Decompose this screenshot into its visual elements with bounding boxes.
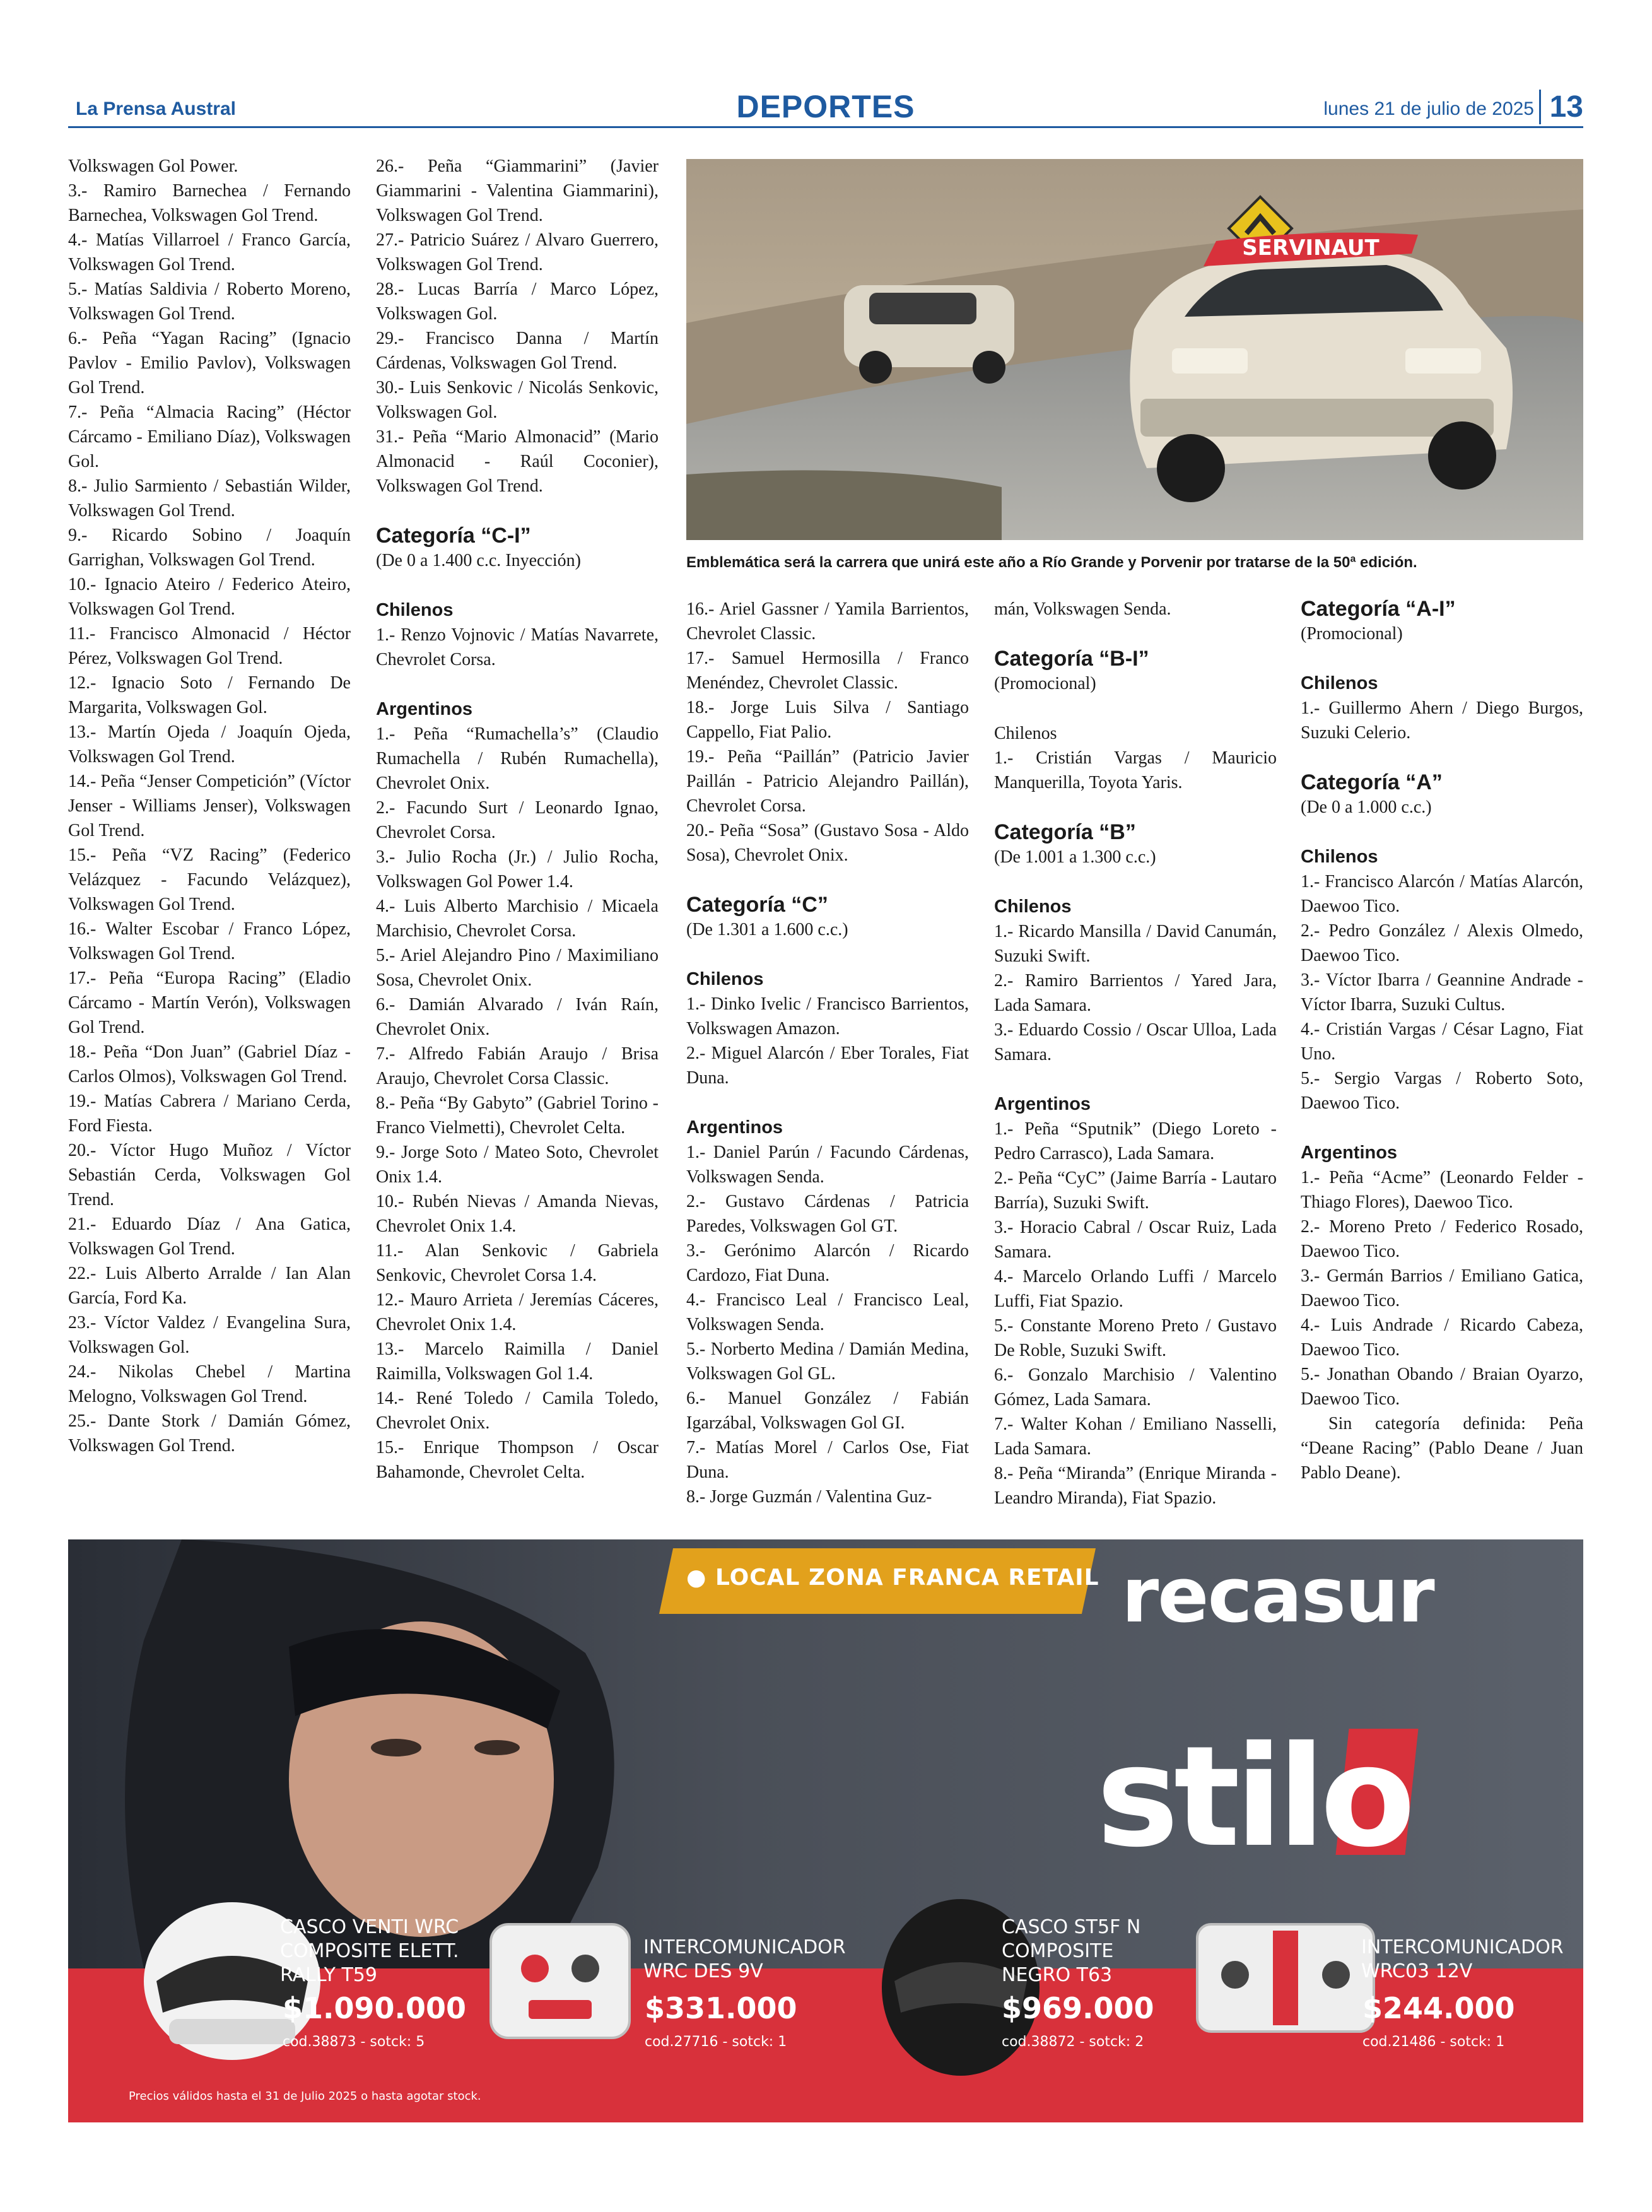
list-item: 6.- Manuel González / Fabián Igarzábal, Volkswagen Gol GI. bbox=[686, 1389, 969, 1433]
column-4 bbox=[994, 597, 1277, 1510]
list-item: 9.- Jorge Soto / Mateo Soto, Chevrolet Onix 1.4. bbox=[376, 1143, 659, 1187]
list-item: 2.- Pedro González / Alexis Olmedo, Daewoo Tico. bbox=[1301, 921, 1583, 965]
list-item: 8.- Peña “By Gabyto” (Gabriel Torino - Franco Vielmetti), Chevrolet Celta. bbox=[376, 1093, 659, 1138]
stilo-advertisement bbox=[68, 1539, 1583, 2122]
list-item: 13.- Marcelo Raimilla / Daniel Raimilla, Volkswagen Gol 1.4. bbox=[376, 1339, 659, 1384]
category-subheading: (De 1.001 a 1.300 c.c.) bbox=[994, 847, 1156, 867]
list-item: 4.- Francisco Leal / Francisco Leal, Volkswagen Senda. bbox=[686, 1290, 969, 1334]
group-label: Chilenos bbox=[994, 724, 1057, 743]
list-item: 7.- Matías Morel / Carlos Ose, Fiat Duna. bbox=[686, 1438, 969, 1482]
list-item: 22.- Luis Alberto Arralde / Ian Alan García, Ford Ka. bbox=[68, 1264, 351, 1308]
column-3 bbox=[686, 597, 969, 1509]
list-item: 17.- Peña “Europa Racing” (Eladio Cárcamo - Martín Verón), Volkswagen Gol Trend. bbox=[68, 968, 351, 1037]
list-item: 8.- Peña “Miranda” (Enrique Miranda - Leandro Miranda), Fiat Spazio. bbox=[994, 1464, 1277, 1508]
list-item: 4.- Matías Villarroel / Franco García, Volkswagen Gol Trend. bbox=[68, 230, 351, 274]
category-heading: Categoría “C” bbox=[686, 893, 828, 917]
list-item: 15.- Peña “VZ Racing” (Federico Velázquez - Facundo Velázquez), Volkswagen Gol Trend. bbox=[68, 845, 351, 914]
intercom-wrc03-icon bbox=[1191, 1918, 1380, 2038]
list-item: 18.- Peña “Don Juan” (Gabriel Díaz - Carlos Olmos), Volkswagen Gol Trend. bbox=[68, 1042, 351, 1086]
list-item: Volkswagen Gol Power. bbox=[68, 156, 238, 176]
product-4-price: $244.000 bbox=[1362, 1991, 1515, 2025]
intercom-device-icon bbox=[484, 1918, 636, 2044]
list-item: 5.- Ariel Alejandro Pino / Maximiliano Sosa, Chevrolet Onix. bbox=[376, 946, 659, 990]
list-item: 1.- Dinko Ivelic / Francisco Barrientos, Volkswagen Amazon. bbox=[686, 994, 969, 1038]
header-rule bbox=[68, 126, 1583, 128]
rally-photo bbox=[686, 159, 1583, 540]
list-item: 1.- Ricardo Mansilla / David Canumán, Suzuki Swift. bbox=[994, 922, 1277, 966]
category-heading: Categoría “A” bbox=[1301, 770, 1443, 794]
list-item: 2.- Peña “CyC” (Jaime Barría - Lautaro Barría), Suzuki Swift. bbox=[994, 1168, 1277, 1213]
list-item: 19.- Matías Cabrera / Mariano Cerda, Ford Fiesta. bbox=[68, 1091, 351, 1136]
list-item: 2.- Gustavo Cárdenas / Patricia Paredes, Volkswagen Gol GT. bbox=[686, 1192, 969, 1236]
list-item: 26.- Peña “Giammarini” (Javier Giammarini - Valentina Giammarini), Volkswagen Gol Trend. bbox=[376, 156, 659, 225]
list-item: 9.- Ricardo Sobino / Joaquín Garrighan, Volkswagen Gol Trend. bbox=[68, 526, 351, 570]
list-item: 20.- Víctor Hugo Muñoz / Víctor Sebastián Cerda, Volkswagen Gol Trend. bbox=[68, 1141, 351, 1209]
photo-caption: Emblemática será la carrera que unirá este año a Río Grande y Porvenir por tratarse de la 50ª edición. bbox=[686, 554, 1417, 571]
column-1 bbox=[68, 154, 351, 1458]
list-item: 3.- Germán Barrios / Emiliano Gatica, Daewoo Tico. bbox=[1301, 1266, 1583, 1310]
group-label: Chilenos bbox=[686, 969, 764, 989]
list-item: 15.- Enrique Thompson / Oscar Bahamonde, Chevrolet Celta. bbox=[376, 1438, 659, 1482]
product-2-price: $331.000 bbox=[645, 1991, 797, 2025]
list-item: 1.- Peña “Rumachella’s” (Claudio Rumachella / Rubén Rumachella), Chevrolet Onix. bbox=[376, 724, 659, 793]
list-item: 14.- René Toledo / Camila Toledo, Chevrolet Onix. bbox=[376, 1389, 659, 1433]
list-item: 2.- Facundo Surt / Leonardo Ignao, Chevrolet Corsa. bbox=[376, 798, 659, 842]
group-label: Chilenos bbox=[1301, 673, 1378, 693]
recasur-logo: recasur bbox=[1122, 1552, 1434, 1640]
product-2-code: cod.27716 - sotck: 1 bbox=[645, 2034, 787, 2050]
list-item: 12.- Ignacio Soto / Fernando De Margarita, Volkswagen Gol. bbox=[68, 673, 351, 717]
product-3-name: CASCO ST5F N COMPOSITE NEGRO T63 bbox=[1002, 1916, 1141, 1986]
group-label: Argentinos bbox=[994, 1094, 1091, 1114]
category-heading: Categoría “B-I” bbox=[994, 647, 1149, 671]
list-item: 5.- Constante Moreno Preto / Gustavo De Roble, Suzuki Swift. bbox=[994, 1316, 1277, 1360]
list-item: 25.- Dante Stork / Damián Gómez, Volkswagen Gol Trend. bbox=[68, 1411, 351, 1456]
category-subheading: (De 1.301 a 1.600 c.c.) bbox=[686, 920, 848, 939]
list-item: 6.- Peña “Yagan Racing” (Ignacio Pavlov - Emilio Pavlov), Volkswagen Gol Trend. bbox=[68, 329, 351, 397]
category-heading: Categoría “C-I” bbox=[376, 524, 531, 548]
list-item: 4.- Luis Andrade / Ricardo Cabeza, Daewoo Tico. bbox=[1301, 1315, 1583, 1360]
list-item: 4.- Marcelo Orlando Luffi / Marcelo Luffi, Fiat Spazio. bbox=[994, 1267, 1277, 1311]
list-item: 3.- Eduardo Cossio / Oscar Ulloa, Lada Samara. bbox=[994, 1020, 1277, 1064]
list-item: 31.- Peña “Mario Almonacid” (Mario Almonacid - Raúl Coconier), Volkswagen Gol Trend. bbox=[376, 427, 659, 496]
list-item: 2.- Ramiro Barrientos / Yared Jara, Lada Samara. bbox=[994, 971, 1277, 1015]
section-title: DEPORTES bbox=[736, 89, 915, 124]
list-item: 19.- Peña “Paillán” (Patricio Javier Paillán - Patricio Alejandro Paillán), Chevrolet Corsa. bbox=[686, 747, 969, 816]
list-item: 1.- Peña “Sputnik” (Diego Loreto - Pedro Carrasco), Lada Samara. bbox=[994, 1119, 1277, 1163]
list-item: 3.- Gerónimo Alarcón / Ricardo Cardozo, Fiat Duna. bbox=[686, 1241, 969, 1285]
product-1-code: cod.38873 - sotck: 5 bbox=[283, 2034, 425, 2050]
category-subheading: (De 0 a 1.400 c.c. Inyección) bbox=[376, 551, 581, 570]
car-sponsor-text: SERVINAUT bbox=[1242, 235, 1380, 261]
list-item: 1.- Peña “Acme” (Leonardo Felder - Thiago Flores), Daewoo Tico. bbox=[1301, 1168, 1583, 1212]
list-item: 10.- Rubén Nievas / Amanda Nievas, Chevrolet Onix 1.4. bbox=[376, 1192, 659, 1236]
product-2-name: INTERCOMUNICADOR WRC DES 9V bbox=[643, 1936, 846, 1982]
category-subheading: (Promocional) bbox=[994, 674, 1096, 693]
list-item: 1.- Cristián Vargas / Mauricio Manquerilla, Toyota Yaris. bbox=[994, 748, 1277, 792]
category-heading: Categoría “A-I” bbox=[1301, 597, 1456, 621]
list-item: 1.- Renzo Vojnovic / Matías Navarrete, Chevrolet Corsa. bbox=[376, 625, 659, 669]
stilo-logo: stilo bbox=[1096, 1716, 1411, 1878]
product-1-price: $1.090.000 bbox=[283, 1991, 467, 2025]
list-item: 8.- Julio Sarmiento / Sebastián Wilder, Volkswagen Gol Trend. bbox=[68, 476, 351, 521]
closing-note: Sin categoría definida: Peña “Deane Racing” (Pablo Deane / Juan Pablo Deane). bbox=[1301, 1414, 1583, 1483]
category-subheading: (Promocional) bbox=[1301, 624, 1403, 644]
location-pin-icon: ● bbox=[686, 1565, 707, 1591]
list-item: 27.- Patricio Suárez / Alvaro Guerrero, Volkswagen Gol Trend. bbox=[376, 230, 659, 274]
list-item: 5.- Sergio Vargas / Roberto Soto, Daewoo Tico. bbox=[1301, 1069, 1583, 1113]
page-number: 13 bbox=[1539, 90, 1583, 124]
list-item: 11.- Alan Senkovic / Gabriela Senkovic, Chevrolet Corsa 1.4. bbox=[376, 1241, 659, 1285]
group-label: Chilenos bbox=[1301, 847, 1378, 867]
list-item: 6.- Gonzalo Marchisio / Valentino Gómez, Lada Samara. bbox=[994, 1365, 1277, 1409]
group-label: Argentinos bbox=[686, 1117, 783, 1138]
list-item: 2.- Moreno Preto / Federico Rosado, Daewoo Tico. bbox=[1301, 1217, 1583, 1261]
list-item: 29.- Francisco Danna / Martín Cárdenas, Volkswagen Gol Trend. bbox=[376, 329, 659, 373]
list-item: 4.- Luis Alberto Marchisio / Micaela Marchisio, Chevrolet Corsa. bbox=[376, 897, 659, 941]
list-item: 14.- Peña “Jenser Competición” (Víctor Jenser - Williams Jenser), Volkswagen Gol Trend. bbox=[68, 772, 351, 840]
publication-date: lunes 21 de julio de 2025 bbox=[1323, 98, 1534, 119]
list-item: 7.- Peña “Almacia Racing” (Héctor Cárcamo - Emiliano Díaz), Volkswagen Gol. bbox=[68, 403, 351, 471]
group-label: Chilenos bbox=[376, 600, 454, 620]
location-text: ● LOCAL ZONA FRANCA RETAIL bbox=[686, 1565, 1099, 1591]
list-item: 16.- Walter Escobar / Franco López, Volkswagen Gol Trend. bbox=[68, 919, 351, 963]
list-item: 6.- Damián Alvarado / Iván Raín, Chevrolet Onix. bbox=[376, 995, 659, 1039]
product-4-code: cod.21486 - sotck: 1 bbox=[1362, 2034, 1505, 2050]
category-subheading: (De 0 a 1.000 c.c.) bbox=[1301, 797, 1432, 817]
list-item: 20.- Peña “Sosa” (Gustavo Sosa - Aldo Sosa), Chevrolet Onix. bbox=[686, 821, 969, 865]
list-item: 17.- Samuel Hermosilla / Franco Menéndez, Chevrolet Classic. bbox=[686, 649, 969, 693]
group-label: Chilenos bbox=[994, 897, 1072, 917]
list-item: mán, Volkswagen Senda. bbox=[994, 599, 1171, 619]
list-item: 4.- Cristián Vargas / César Lagno, Fiat Uno. bbox=[1301, 1020, 1583, 1064]
list-item: 5.- Matías Saldivia / Roberto Moreno, Volkswagen Gol Trend. bbox=[68, 279, 351, 324]
list-item: 5.- Jonathan Obando / Braian Oyarzo, Daewoo Tico. bbox=[1301, 1365, 1583, 1409]
list-item: 1.- Guillermo Ahern / Diego Burgos, Suzuki Celerio. bbox=[1301, 698, 1583, 743]
list-item: 5.- Norberto Medina / Damián Medina, Volkswagen Gol GL. bbox=[686, 1339, 969, 1384]
list-item: 10.- Ignacio Ateiro / Federico Ateiro, Volkswagen Gol Trend. bbox=[68, 575, 351, 619]
product-3-price: $969.000 bbox=[1002, 1991, 1154, 2025]
list-item: 2.- Miguel Alarcón / Eber Torales, Fiat Duna. bbox=[686, 1044, 969, 1088]
list-item: 7.- Walter Kohan / Emiliano Nasselli, Lada Samara. bbox=[994, 1415, 1277, 1459]
list-item: 30.- Luis Senkovic / Nicolás Senkovic, Volkswagen Gol. bbox=[376, 378, 659, 422]
list-item: 23.- Víctor Valdez / Evangelina Sura, Volkswagen Gol. bbox=[68, 1313, 351, 1357]
column-2 bbox=[376, 154, 659, 1485]
group-label: Argentinos bbox=[1301, 1143, 1398, 1163]
list-item: 28.- Lucas Barría / Marco López, Volkswagen Gol. bbox=[376, 279, 659, 324]
product-1-name: CASCO VENTI WRC COMPOSITE ELETT. RALLY T59 bbox=[280, 1916, 459, 1986]
list-item: 8.- Jorge Guzmán / Valentina Guz- bbox=[686, 1487, 932, 1507]
list-item: 13.- Martín Ojeda / Joaquín Ojeda, Volkswagen Gol Trend. bbox=[68, 722, 351, 767]
list-item: 1.- Francisco Alarcón / Matías Alarcón, Daewoo Tico. bbox=[1301, 872, 1583, 916]
list-item: 7.- Alfredo Fabián Araujo / Brisa Araujo, Chevrolet Corsa Classic. bbox=[376, 1044, 659, 1088]
group-label: Argentinos bbox=[376, 699, 473, 719]
product-3-code: cod.38872 - sotck: 2 bbox=[1002, 2034, 1144, 2050]
list-item: 11.- Francisco Almonacid / Héctor Pérez, Volkswagen Gol Trend. bbox=[68, 624, 351, 668]
category-heading: Categoría “B” bbox=[994, 820, 1136, 844]
product-4-name: INTERCOMUNICADOR WRC03 12V bbox=[1361, 1936, 1564, 1982]
newspaper-name: La Prensa Austral bbox=[76, 98, 236, 119]
list-item: 3.- Julio Rocha (Jr.) / Julio Rocha, Volkswagen Gol Power 1.4. bbox=[376, 847, 659, 891]
list-item: 21.- Eduardo Díaz / Ana Gatica, Volkswagen Gol Trend. bbox=[68, 1215, 351, 1259]
list-item: 3.- Víctor Ibarra / Geannine Andrade - Víctor Ibarra, Suzuki Cultus. bbox=[1301, 970, 1583, 1015]
page-header bbox=[68, 88, 1583, 127]
column-5 bbox=[1301, 597, 1583, 1485]
list-item: 3.- Ramiro Barnechea / Fernando Barnechea, Volkswagen Gol Trend. bbox=[68, 181, 351, 225]
list-item: 12.- Mauro Arrieta / Jeremías Cáceres, Chevrolet Onix 1.4. bbox=[376, 1290, 659, 1334]
rally-cars-image bbox=[686, 159, 1583, 540]
list-item: 1.- Daniel Parún / Facundo Cárdenas, Volkswagen Senda. bbox=[686, 1143, 969, 1187]
list-item: 16.- Ariel Gassner / Yamila Barrientos, Chevrolet Classic. bbox=[686, 599, 969, 644]
list-item: 18.- Jorge Luis Silva / Santiago Cappello, Fiat Palio. bbox=[686, 698, 969, 742]
ad-disclaimer: Precios válidos hasta el 31 de Julio 2025 o hasta agotar stock. bbox=[129, 2090, 481, 2103]
list-item: 24.- Nikolas Chebel / Martina Melogno, Volkswagen Gol Trend. bbox=[68, 1362, 351, 1406]
list-item: 3.- Horacio Cabral / Oscar Ruiz, Lada Samara. bbox=[994, 1218, 1277, 1262]
